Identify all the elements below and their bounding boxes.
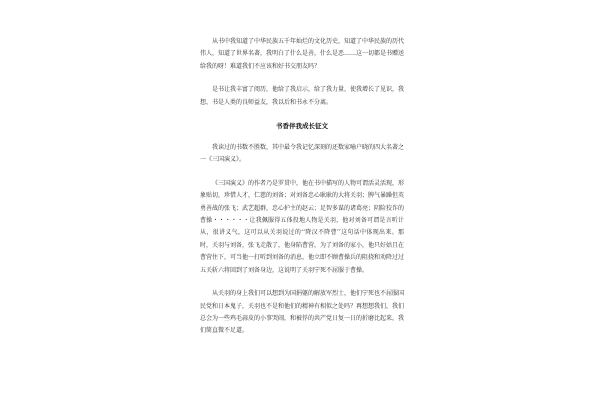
document-body — [200, 36, 404, 349]
right-margin — [450, 0, 600, 400]
essay-title: 书香伴我成长征文 — [276, 122, 328, 131]
paragraph-5: 从关羽的身上我们可以想到为国捐躯的解放军烈士，他们宁死也不屈服国民党和日本鬼子，关羽也不是和他们的精神有相似之处吗？再想想我们，我们总会为一些鸡毛蒜皮的小事哭闹，和被俘的共产党日复一日的折磨比起来，我们简直微不足道。 — [200, 290, 405, 335]
paragraph-1: 从书中我知道了中华民族五千年灿烂的文化历史，知道了中华民族的历代伟人，知道了世界名著，我明白了什么是善，什么是恶……这一切都是书赠送给我的呀！难道我们不应该和好书交朋友吗？ — [200, 38, 405, 70]
paragraph-4: 《三国演义》的作者乃是罗贯中，他在书中描写的人物可谓活灵活现，形象贴切，珍惜人才，仁慈的刘备；对刘备忠心耿耿的大将关羽；脾气暴躁但英勇善战的张飞；武艺超群，忠心护主的赵云；足智多谋的诸葛亮；阴险狡诈的曹操・・・・・・让我佩服得五体投地人物是关羽，他对刘备可谓是言听计从，很讲义气，这可以从关羽说过的‘‘降汉不降曹’’这句话中体现出来。那时，关羽与刘备，张飞走散了，他身陷曹营，为了刘备的家小，他只好姑且在曹营住下，可当他一打听到刘备的消息，他立即不顾曹操兵的阻挠和劝降过过五关斩六将回到了刘备身边，这说明了关羽宁死不屈服于曹操。 — [200, 179, 405, 274]
paragraph-3: 我读过的书数不胜数，其中最令我记忆深刻的还数家喻户晓的四大名著之一《三国演义》。 — [200, 144, 405, 164]
document-page — [150, 0, 450, 400]
paragraph-2: 是书让我丰富了阅历，他给了我启示，给了我力量，使我增长了见识，我想，书是人类的良师益友，我以后和书永不分离。 — [200, 86, 405, 106]
left-margin — [0, 0, 150, 400]
